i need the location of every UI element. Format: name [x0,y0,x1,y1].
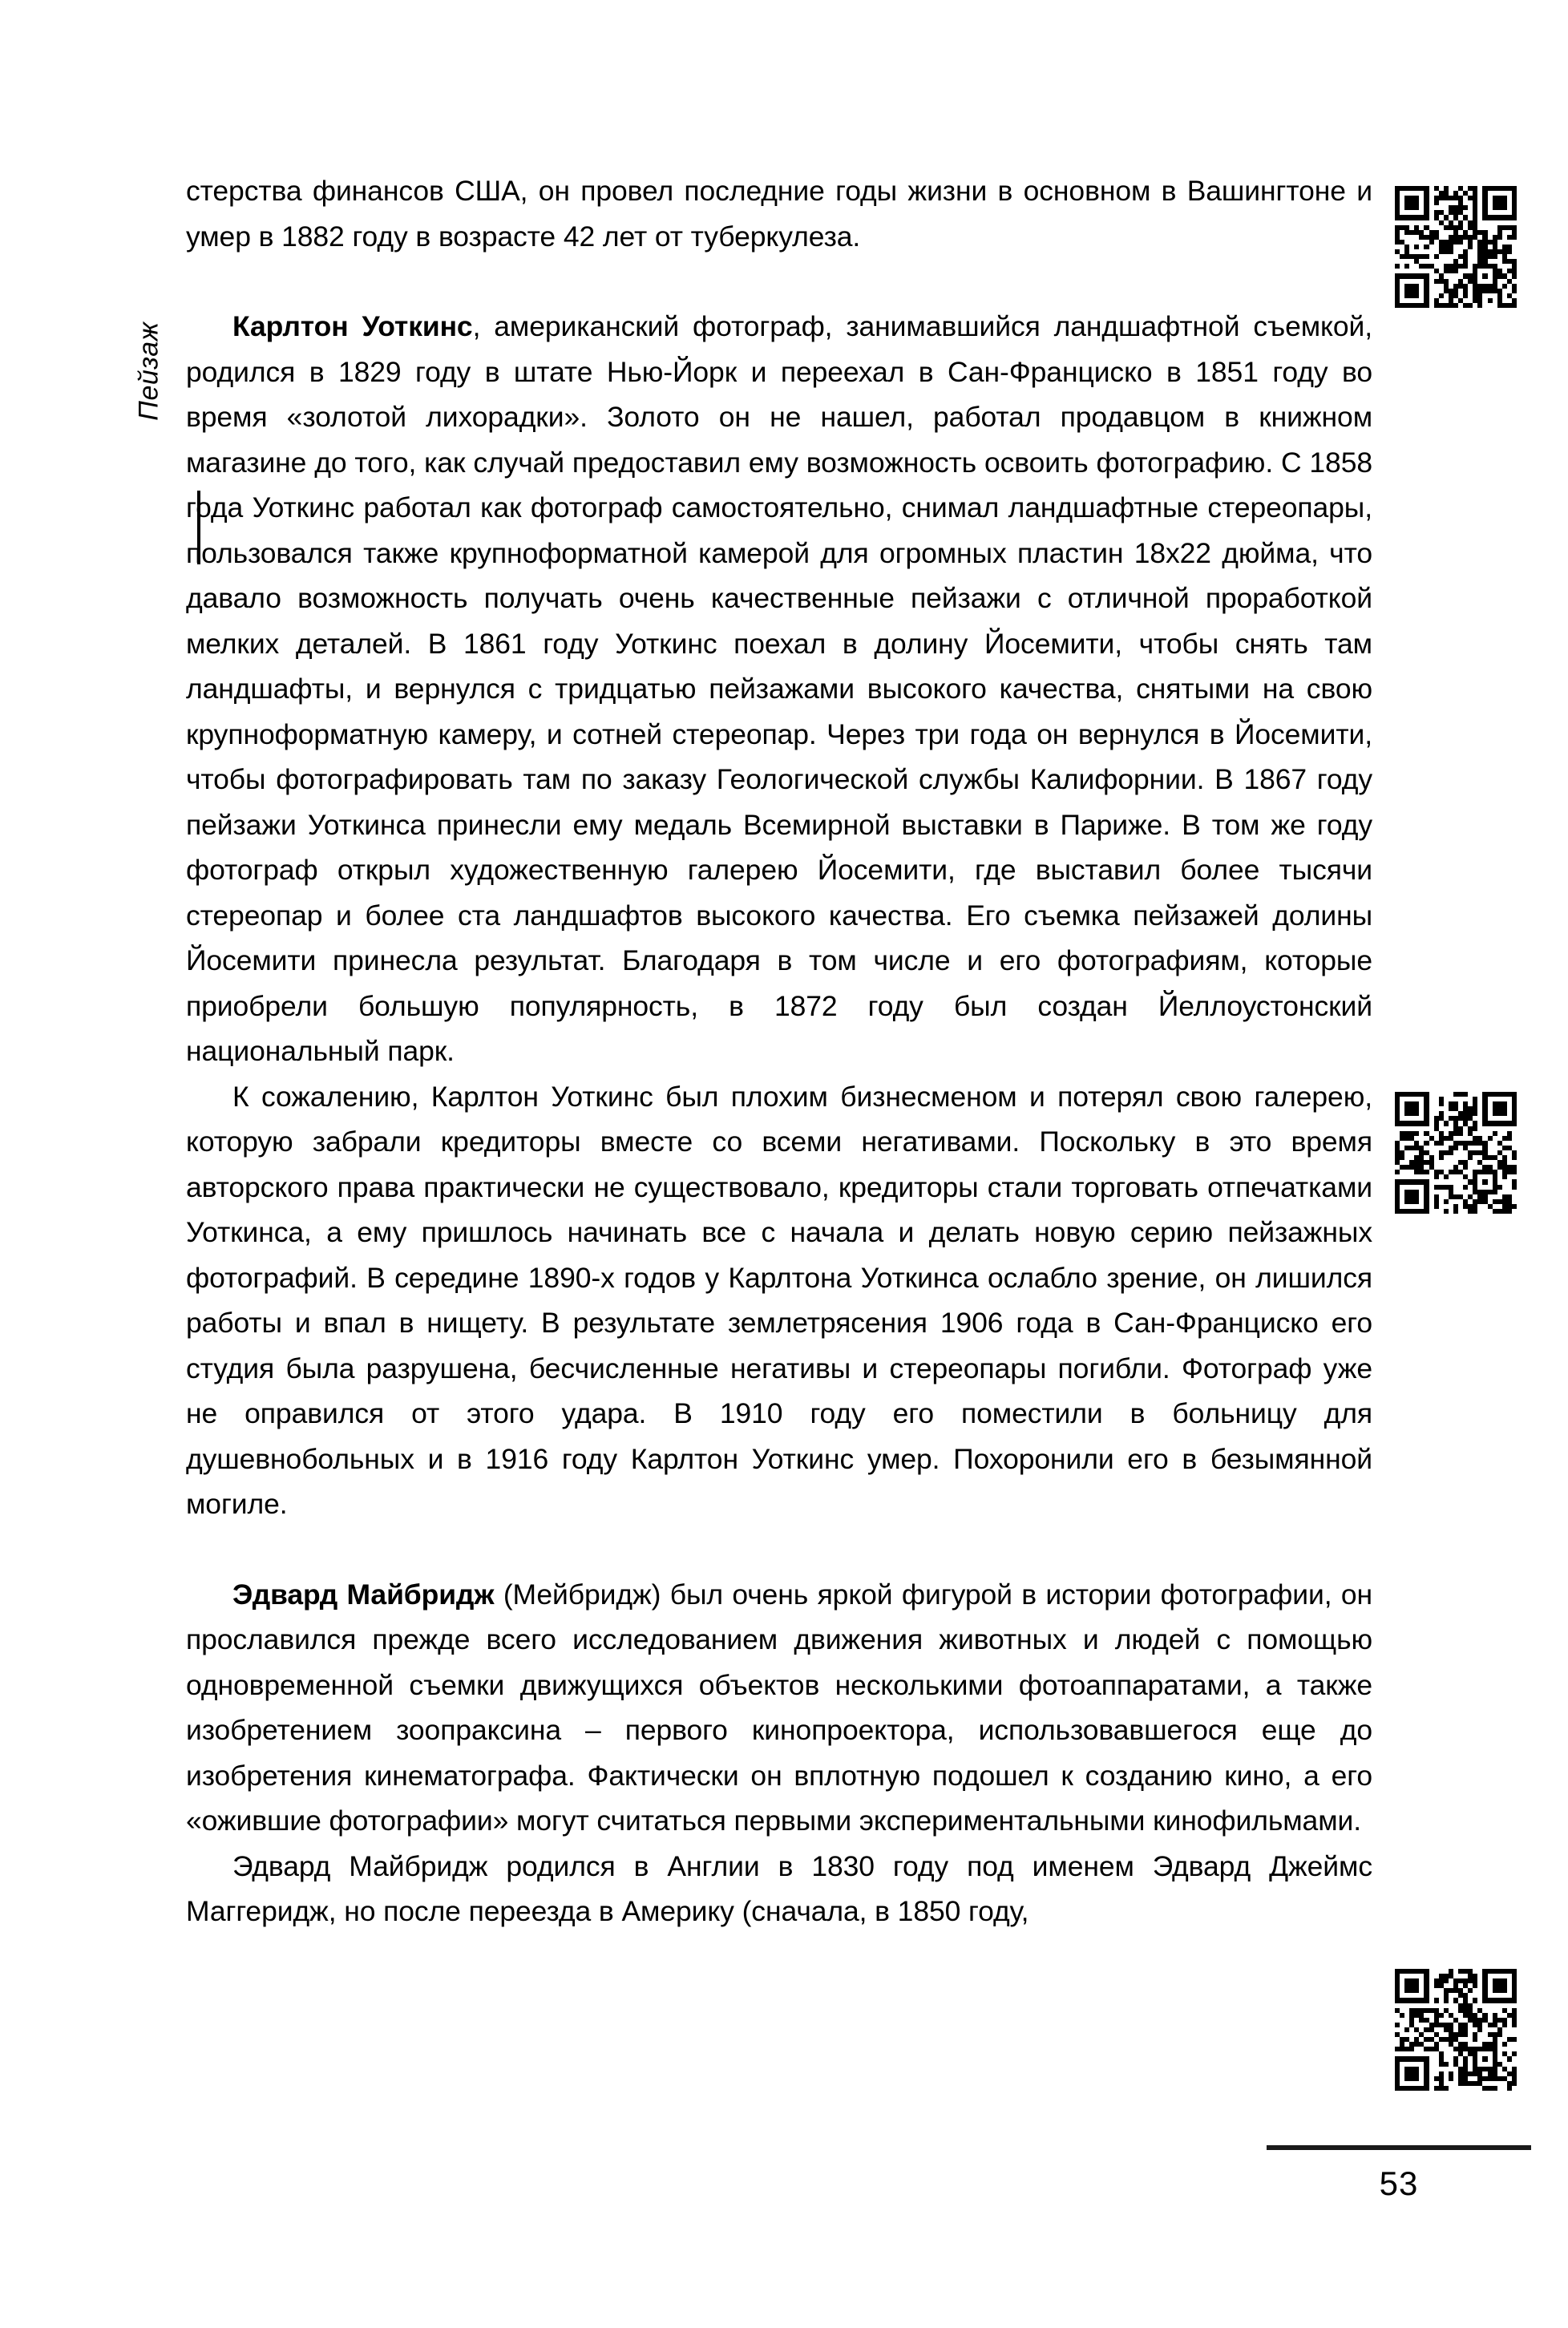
qr-code-bottom [1395,1969,1517,2091]
paragraph-muybridge [186,1572,1372,1844]
text-column [186,168,1372,1934]
page-number: 53 [1379,2164,1419,2202]
footer-rule [1267,2145,1531,2150]
paragraph-watkins-body: , американский фотограф, занимавшийся ландшафтной съемкой, родился в 1829 году в штате Нью-Йорк и переехал в Сан-Франциско в 1851 году во время «золотой лихорадки». Золото он не нашел, работал продавцом в книжном магазине до того, как случай предоставил ему возможность освоить фотографию. С 1858 года Уоткинс работал как фотограф самостоятельно, снимал ландшафтные стереопары, пользовался также крупноформатной камерой для огромных пластин 18х22 дюйма, что давало возможность получать очень качественные пейзажи с отличной проработкой мелких деталей. В 1861 году Уоткинс поехал в долину Йосемити, чтобы снять там ландшафты, и вернулся с тридцатью пейзажами высокого качества, снятыми на свою крупноформатную камеру, и сотней стереопар. Через три года он вернулся в Йосемити, чтобы фотографировать там по заказу Геологической службы Калифорнии. В 1867 году пейзажи Уоткинса принесли ему медаль Всемирной выставки в Париже. В том же году фотограф открыл художественную галерею Йосемити, где выставил более тысячи стереопар и более ста ландшафтов высокого качества. Его съемка пейзажей долины Йосемити принесла результат. Благодаря в том числе и его фотографиям, которые приобрели большую популярность, в 1872 году был создан Йеллоустонский национальный парк. [186,310,1372,1067]
section-tab-label: Пейзаж [133,321,164,421]
paragraph-continued: стерства финансов США, он провел последние годы жизни в основном в Вашингтоне и умер в 1882 году в возрасте 42 лет от туберкулеза. [186,175,1372,253]
paragraph-muybridge-body: (Мейбридж) был очень яркой фигурой в истории фотографии, он прославился прежде всего исследованием движения животных и людей с помощью одновременной съемки движущихся объектов несколькими фотоаппаратами, а также изобретением зоопраксина – первого кинопроектора, использовавшегося еще до изобретения кинематографа. Фактически он вплотную подошел к созданию кино, а его «ожившие фотографии» могут считаться первыми экспериментальными кинофильмами. [186,1578,1372,1837]
qr-code-middle [1395,1092,1517,1214]
paragraph-lead-muybridge: Эдвард Майбридж [232,1578,495,1611]
paragraph-lead-watkins: Карлтон Уоткинс [232,310,473,342]
section-tab [96,321,192,561]
paragraph-muybridge-birth: Эдвард Майбридж родился в Англии в 1830 году под именем Эдвард Джеймс Маггеридж, но после переезда в Америку (сначала, в 1850 году, [186,1849,1372,1927]
paragraph-watkins-decline: К сожалению, Карлтон Уоткинс был плохим бизнесменом и потерял свою галерею, которую забрали кредиторы вместе со всеми негативами. Поскольку в это время авторского права практически не существовало, кредиторы стали торговать отпечатками Уоткинса, а ему пришлось начинать все с начала и делать новую серию пейзажных фотографий. В середине 1890-х годов у Карлтона Уоткинса ослабло зрение, он лишился работы и впал в нищету. В результате землетрясения 1906 года в Сан-Франциско его студия была разрушена, бесчисленные негативы и стереопары погибли. Фотограф уже не оправился от этого удара. В 1910 году его поместили в больницу для душевнобольных и в 1916 году Карлтон Уоткинс умер. Похоронили его в безымянной могиле. [186,1080,1372,1520]
paragraph-watkins [186,304,1372,1074]
qr-code-top [1395,186,1517,308]
